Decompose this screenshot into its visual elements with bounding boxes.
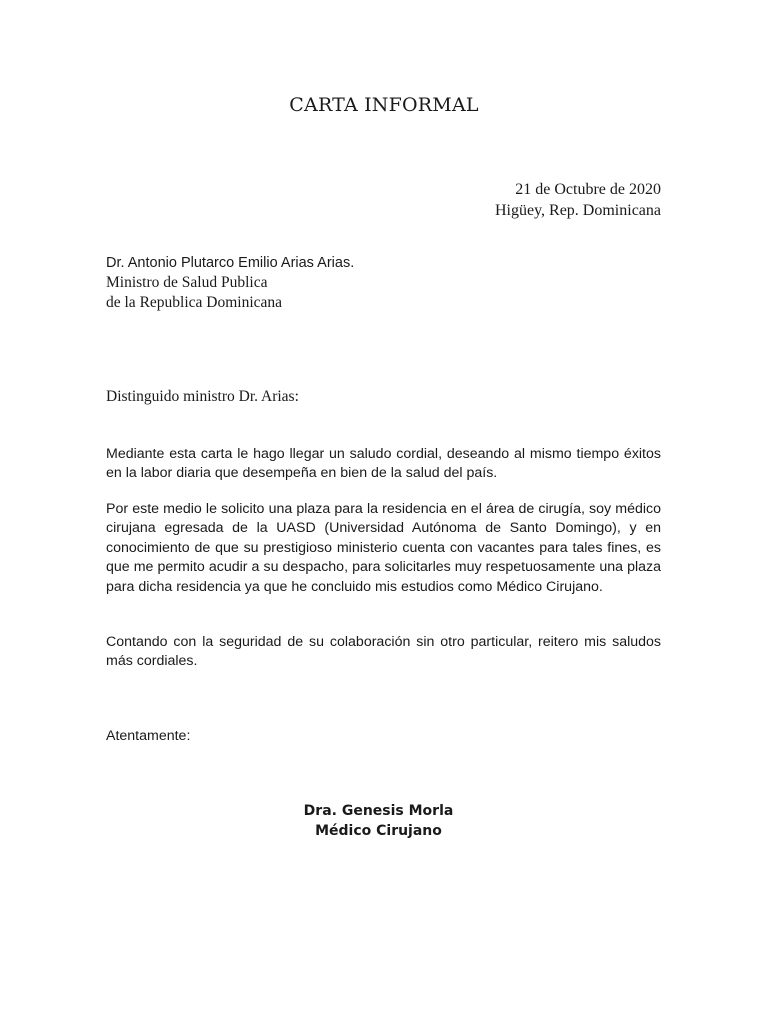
body-paragraph-2: Por este medio le solicito una plaza para la residencia en el área de cirugía, soy médico cirujana egresada de la UASD (Universidad Autónoma de Santo Domingo), y en conocimiento de que su prestigioso ministerio cuenta con vacantes para tales fines, es que me permito acudir a su despacho, para solicitarles muy respetuosamente una plaza para dicha residencia ya que he concluido mis estudios como Médico Cirujano. [106,501,661,595]
salutation: Distinguido ministro Dr. Arias: [106,388,299,405]
closing: Atentamente: [106,728,191,744]
letter-date: 21 de Octubre de 2020 [515,181,661,198]
letter-location: Higüey, Rep. Dominicana [494,202,661,219]
document-title: CARTA INFORMAL [289,94,479,116]
recipient-name: Dr. Antonio Plutarco Emilio Arias Arias. [106,255,355,271]
signature-block [0,801,757,841]
signature-title: Médico Cirujano [315,823,442,839]
signature-name: Dra. Genesis Morla [303,803,454,819]
recipient-block [106,253,354,313]
body-paragraph-3: Contando con la seguridad de su colaboración sin otro particular, reitero mis saludos más cordiales. [106,634,661,670]
body-paragraph-1: Mediante esta carta le hago llegar un saludo cordial, deseando al mismo tiempo éxitos en la labor diaria que desempeña en bien de la salud del país. [106,446,661,482]
recipient-position: Ministro de Salud Publica [106,274,268,291]
date-location-block [495,179,661,221]
recipient-organization: de la Republica Dominicana [106,294,283,311]
